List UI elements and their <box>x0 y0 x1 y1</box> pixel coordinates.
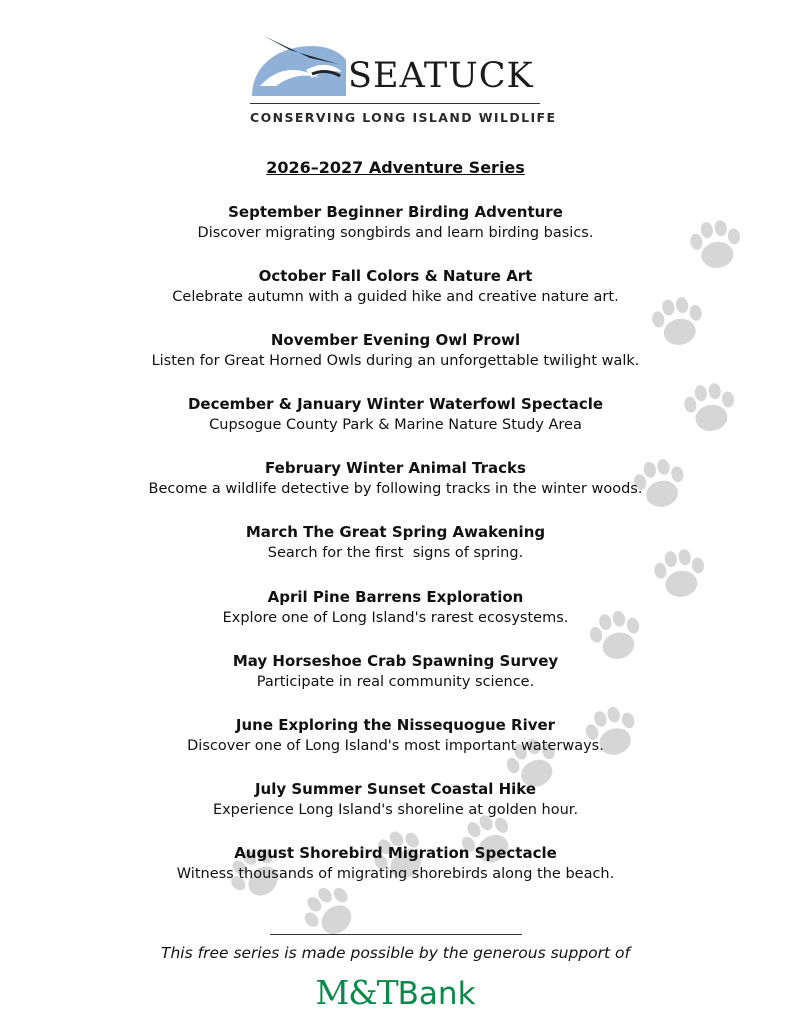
event-list <box>0 202 791 907</box>
seatuck-tern-logo <box>250 34 350 102</box>
event-item <box>0 394 791 458</box>
event-title: October Fall Colors & Nature Art <box>258 267 533 286</box>
event-description: Listen for Great Horned Owls during an unforgettable twilight walk. <box>151 353 640 370</box>
sponsor-logo <box>0 973 791 1012</box>
event-item <box>0 522 791 586</box>
event-description: Discover migrating songbirds and learn birding basics. <box>197 225 594 241</box>
bank-word: Bank <box>397 976 476 1012</box>
event-item <box>0 458 791 522</box>
event-item <box>0 843 791 907</box>
event-title: April Pine Barrens Exploration <box>267 587 524 606</box>
event-item <box>0 779 791 843</box>
event-title: November Evening Owl Prowl <box>270 331 521 350</box>
event-item <box>0 715 791 779</box>
event-item <box>0 587 791 651</box>
event-description: Search for the first signs of spring. <box>267 545 524 562</box>
event-item <box>0 266 791 330</box>
event-title: March The Great Spring Awakening <box>245 523 546 542</box>
series-title: 2026–2027 Adventure Series <box>266 158 525 177</box>
logo-divider <box>250 103 540 104</box>
event-title: August Shorebird Migration Spectacle <box>234 843 557 862</box>
event-description: Celebrate autumn with a guided hike and creative nature art. <box>172 289 619 306</box>
event-title: May Horseshoe Crab Spawning Survey <box>232 651 559 670</box>
event-title: September Beginner Birding Adventure <box>228 203 563 221</box>
event-item <box>0 651 791 715</box>
event-description: Explore one of Long Island's rarest ecosystems. <box>222 609 569 626</box>
event-title: December & January Winter Waterfowl Spectacle <box>187 395 604 414</box>
event-description: Discover one of Long Island's most important waterways. <box>187 737 604 754</box>
event-description: Become a wildlife detective by following tracks in the winter woods. <box>148 481 643 498</box>
seatuck-logo <box>250 34 557 134</box>
event-item <box>0 330 791 394</box>
event-title: February Winter Animal Tracks <box>265 459 526 478</box>
brand-name: SEATUCK <box>348 56 534 96</box>
event-description: Experience Long Island's shoreline at golden hour. <box>212 801 579 818</box>
event-title: June Exploring the Nissequogue River <box>235 715 556 734</box>
event-item <box>0 202 791 266</box>
event-description: Witness thousands of migrating shorebirds along the beach. <box>176 865 615 882</box>
event-description: Participate in real community science. <box>256 673 535 690</box>
bank-mark: M&T <box>315 973 398 1012</box>
event-title: July Summer Sunset Coastal Hike <box>254 779 537 798</box>
sponsor-divider <box>270 934 522 935</box>
sponsor-note: This free series is made possible by the generous support of <box>161 944 630 962</box>
event-description: Cupsogue County Park & Marine Nature Study Area <box>209 417 582 434</box>
brand-tagline: CONSERVING LONG ISLAND WILDLIFE <box>250 110 557 125</box>
